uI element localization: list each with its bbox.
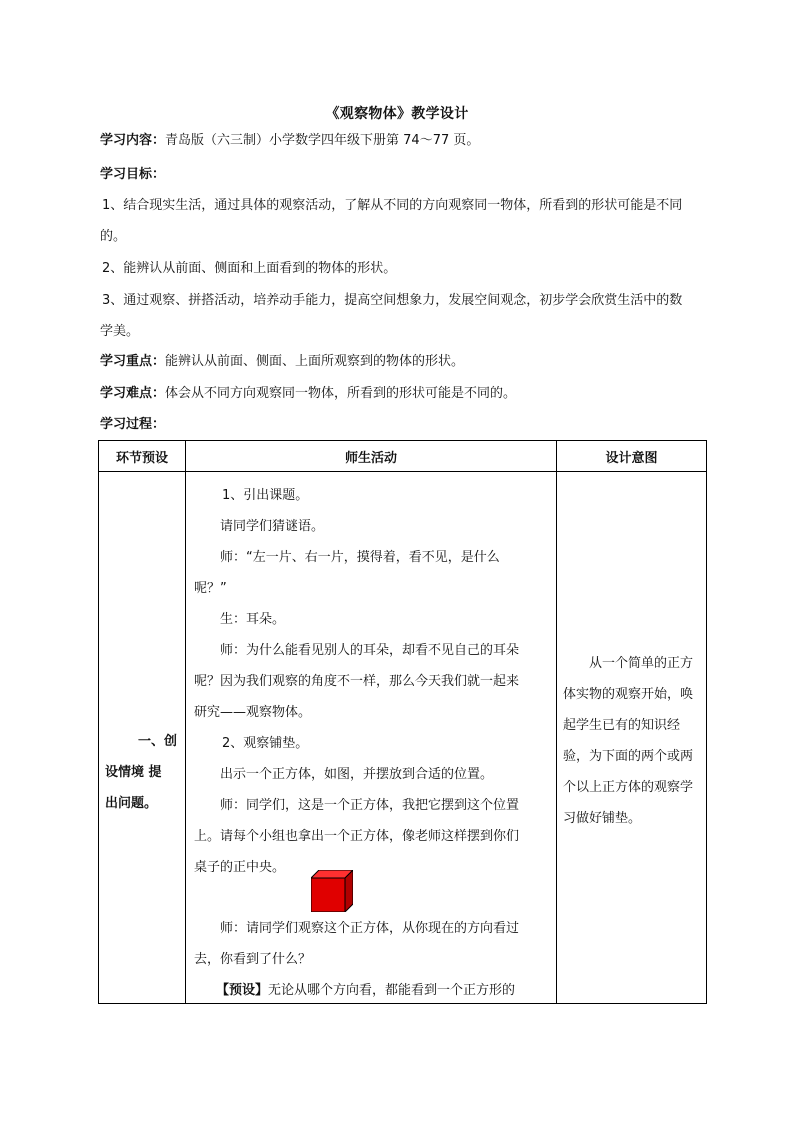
activity-line: 师：“左一片、右一片，摸得着，看不见，是什么 <box>220 550 500 565</box>
activity-line: 研究——观察物体。 <box>194 705 312 720</box>
stage-line-2: 设情境 提 <box>105 765 162 780</box>
activity-line: 2、观察铺垫。 <box>222 736 309 751</box>
cube-side-face <box>345 870 353 912</box>
stage-label <box>105 726 181 819</box>
activity-cell <box>186 472 557 1004</box>
stage-line-3: 出问题。 <box>105 796 158 811</box>
activity-line: 上。请每个小组也拿出一个正方体，像老师这样摆到你们 <box>194 829 520 844</box>
learning-content-label: 学习内容： <box>100 133 166 148</box>
goal-1-line-1: 1、结合现实生活，通过具体的观察活动，了解从不同的方向观察同一物体，所看到的形状可能是不同 <box>102 198 683 213</box>
stage-cell <box>99 472 186 1004</box>
goal-3-line-1: 3、通过观察、拼搭活动，培养动手能力，提高空间想象力，发展空间观念，初步学会欣赏生活中的数 <box>102 293 683 308</box>
difficulty-text: 体会从不同方向观察同一物体，所看到的形状可能是不同的。 <box>165 386 517 401</box>
learning-content <box>100 131 479 151</box>
goals-label: 学习目标： <box>100 167 166 182</box>
activity-line: 师：请同学们观察这个正方体，从你现在的方向看过 <box>220 921 520 936</box>
goal-1 <box>100 196 720 247</box>
cube-front-face <box>311 878 345 912</box>
preset-text: 无论从哪个方向看，都能看到一个正方形的 <box>268 983 516 998</box>
design-intent-text <box>563 648 703 834</box>
intent-paragraph: 从一个简单的正方体实物的观察开始，唤起学生已有的知识经验，为下面的两个或两个以上正方体的观察学习做好铺垫。 <box>563 656 694 826</box>
key-label: 学习重点： <box>100 354 166 369</box>
stage-line-1: 一、创 <box>137 734 177 749</box>
learning-key-points <box>100 352 464 372</box>
learning-process-label <box>100 415 165 435</box>
activity-line: 桌子的正中央。 <box>194 860 286 875</box>
learning-difficulties <box>100 384 516 404</box>
header-activity: 师生活动 <box>186 441 557 472</box>
intent-cell <box>557 472 707 1004</box>
learning-goals-label <box>100 165 165 185</box>
goal-2-text: 2、能辨认从前面、侧面和上面看到的物体的形状。 <box>102 261 397 276</box>
table-row <box>99 472 707 1004</box>
header-intent: 设计意图 <box>557 441 707 472</box>
activity-line: 师：为什么能看见别人的耳朵，却看不见自己的耳朵 <box>220 643 520 658</box>
goal-3-line-2: 学美。 <box>100 324 140 339</box>
activity-line: 呢？” <box>194 581 227 596</box>
activity-line: 呢？因为我们观察的角度不一样，那么今天我们就一起来 <box>194 674 520 689</box>
difficulty-label: 学习难点： <box>100 386 166 401</box>
goal-1-line-2: 的。 <box>100 229 127 244</box>
red-cube-image <box>311 870 353 912</box>
learning-content-text: 青岛版（六三制）小学数学四年级下册第 74～77 页。 <box>165 133 480 148</box>
goal-3 <box>100 291 720 342</box>
activity-line: 1、引出课题。 <box>222 488 309 503</box>
activity-line: 出示一个正方体，如图，并摆放到合适的位置。 <box>220 767 494 782</box>
key-text: 能辨认从前面、侧面、上面所观察到的物体的形状。 <box>165 354 465 369</box>
document-title: 《观察物体》教学设计 <box>325 106 469 122</box>
process-label: 学习过程： <box>100 417 166 432</box>
activity-line: 师：同学们，这是一个正方体，我把它摆到这个位置 <box>220 798 520 813</box>
activity-line <box>216 979 515 998</box>
activity-line: 生：耳朵。 <box>220 612 286 627</box>
table-header-row <box>99 441 707 472</box>
lesson-table <box>98 440 707 1004</box>
header-stage: 环节预设 <box>99 441 186 472</box>
preset-tag: 【预设】 <box>216 983 269 998</box>
activity-line: 去，你看到了什么？ <box>194 952 312 967</box>
activity-line: 请同学们猜谜语。 <box>220 519 325 534</box>
goal-2 <box>100 259 396 279</box>
